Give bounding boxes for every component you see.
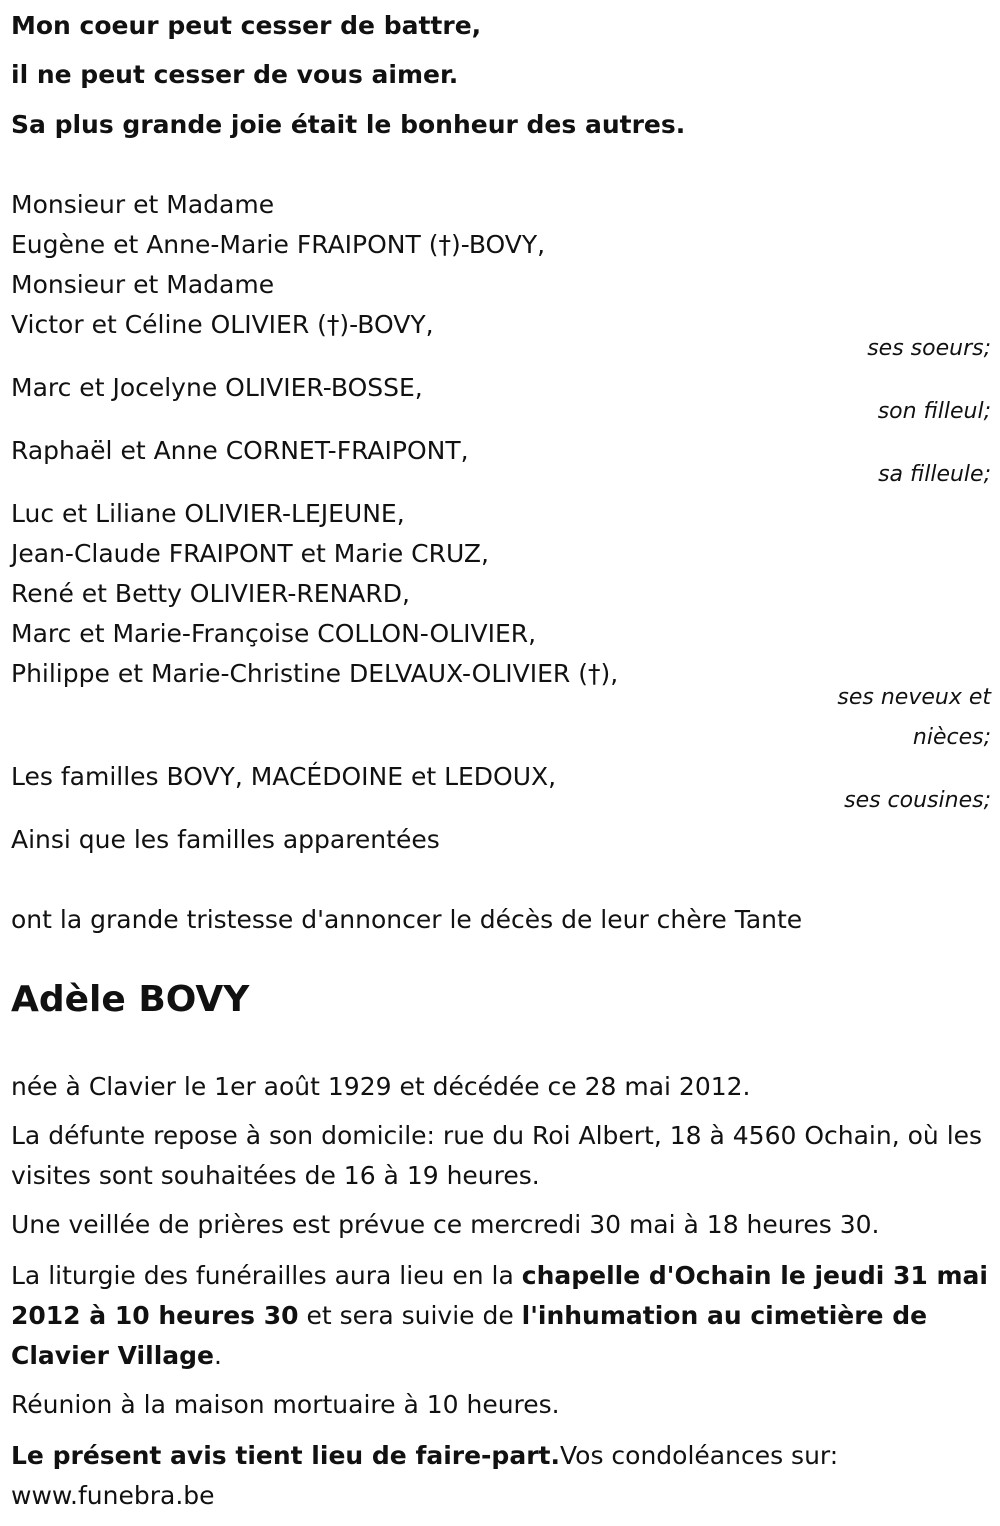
liturgy-text: [11, 1256, 991, 1376]
vigil-text: Une veillée de prières est prévue ce mercredi 30 mai à 18 heures 30.: [11, 1210, 880, 1239]
relation-label: ses cousines;: [844, 788, 991, 813]
rest-place-text: La défunte repose à son domicile: rue du Roi Albert, 18 à 4560 Ochain, où les visites sont souhaitées de 16 à 19 heures.: [11, 1121, 983, 1190]
notice-text: [11, 1436, 991, 1516]
quote-line-3: Sa plus grande joie était le bonheur des autres.: [11, 110, 686, 139]
meeting-text: Réunion à la maison mortuaire à 10 heures.: [11, 1390, 560, 1419]
family-line: Luc et Liliane OLIVIER-LEJEUNE,: [11, 499, 405, 528]
family-line: Marc et Marie-Françoise COLLON-OLIVIER,: [11, 619, 537, 648]
family-line: Monsieur et Madame: [11, 190, 275, 219]
relation-label: nièces;: [912, 725, 991, 750]
relation-label: ses soeurs;: [867, 336, 991, 361]
family-line: Victor et Céline OLIVIER (†)-BOVY,: [11, 310, 434, 339]
liturgy-date-emphasis: chapelle d'Ochain le jeudi 31 mai 2012 à 10 heures 30: [11, 1261, 988, 1330]
family-line: Les familles BOVY, MACÉDOINE et LEDOUX,: [11, 762, 557, 791]
relation-label: sa filleule;: [878, 462, 991, 487]
notice-emphasis: Le présent avis tient lieu de faire-part.: [11, 1441, 560, 1470]
liturgy-part: La liturgie des funérailles aura lieu en la: [11, 1261, 522, 1290]
liturgy-part: .: [213, 1341, 222, 1370]
birth-death-text: née à Clavier le 1er août 1929 et décédée ce 28 mai 2012.: [11, 1072, 751, 1101]
liturgy-part: et sera suivie de: [298, 1301, 522, 1330]
family-line: René et Betty OLIVIER-RENARD,: [11, 579, 410, 608]
family-line: Raphaël et Anne CORNET-FRAIPONT,: [11, 436, 469, 465]
quote-line-1: Mon coeur peut cesser de battre,: [11, 11, 482, 40]
deceased-name: Adèle BOVY: [11, 979, 250, 1020]
family-line: Philippe et Marie-Christine DELVAUX-OLIVIER (†),: [11, 659, 619, 688]
quote-line-2: il ne peut cesser de vous aimer.: [11, 60, 459, 89]
family-line: Monsieur et Madame: [11, 270, 275, 299]
family-line: Ainsi que les familles apparentées: [11, 825, 440, 854]
burial-emphasis: l'inhumation au cimetière de Clavier Village: [11, 1301, 928, 1370]
relation-label: son filleul;: [877, 399, 991, 424]
announcement-text: ont la grande tristesse d'annoncer le décès de leur chère Tante: [11, 905, 803, 934]
family-line: Marc et Jocelyne OLIVIER-BOSSE,: [11, 373, 423, 402]
family-line: Eugène et Anne-Marie FRAIPONT (†)-BOVY,: [11, 230, 546, 259]
condolences-text: Vos condoléances sur: www.funebra.be: [11, 1441, 839, 1510]
obituary-notice: [11, 0, 991, 1526]
family-line: Jean-Claude FRAIPONT et Marie CRUZ,: [11, 539, 489, 568]
relation-label: ses neveux et: [837, 685, 991, 710]
